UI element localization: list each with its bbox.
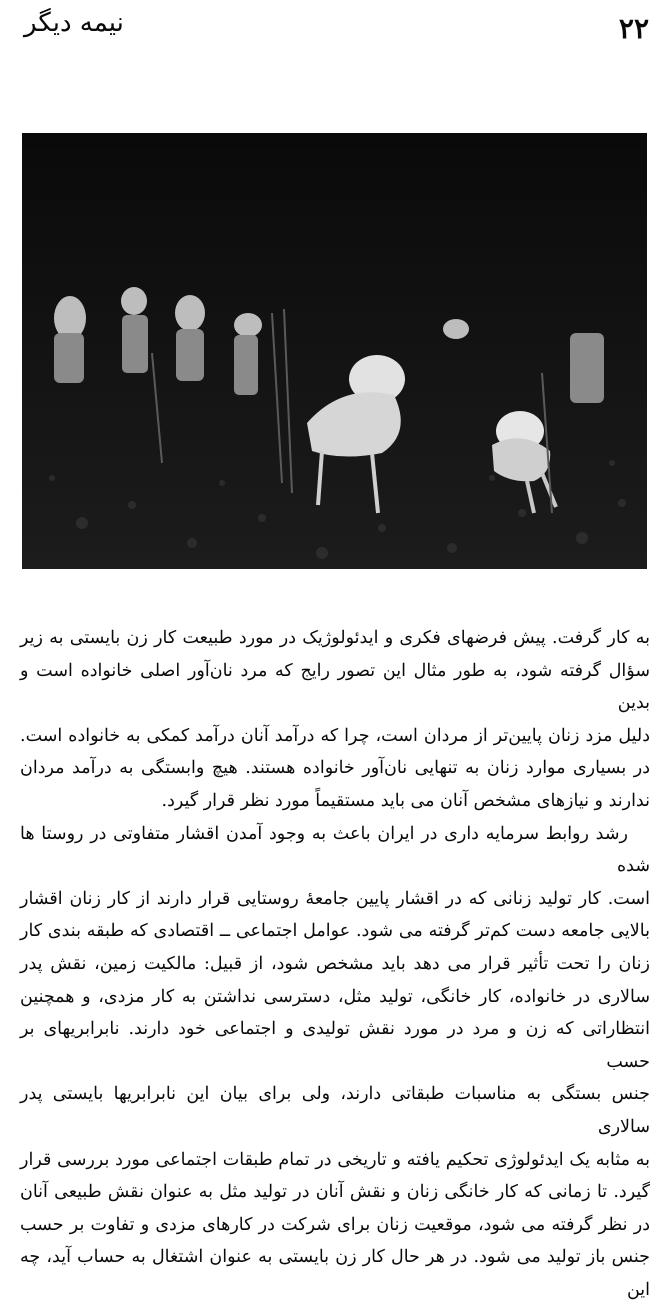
text-line: است. کار تولید زنانی که در اقشار پایین جامعهٔ روستایی قرار دارند از کار زنان اقشار — [20, 888, 650, 909]
text-line: به کار گرفت. پیش فرضهای فکری و ایدئولوژیک در مورد طبیعت کار زن بایستی به زیر — [20, 628, 650, 648]
text-line: رشد روابط سرمایه داری در ایران باعث به وجود آمدن اقشار متفاوتی در روستا ها شده — [20, 823, 650, 877]
text-line: جنس بستگی به مناسبات طبقاتی دارند، ولی برای بیان این نابرابریها بایستی پدر سالاری — [20, 1084, 650, 1137]
text-line: انتظاراتی که زن و مرد در مورد نقش تولیدی و اجتماعی خود دارند. نابرابریهای بر حسب — [20, 1019, 650, 1072]
text-line: ندارند و نیازهای مشخص آنان می باید مستقیماً مورد نظر قرار گیرد. — [161, 790, 650, 811]
text-line: دلیل مزد زنان پایین‌تر از مردان است، چرا که درآمد آنان درآمد کمکی به خانواده است. — [20, 725, 650, 746]
photo-illustration — [22, 133, 647, 569]
text-line: در بسیاری موارد زنان به تنهایی نان‌آور خانواده هستند. هیچ وابستگی به درآمد مردان — [20, 758, 650, 779]
text-line: در نظر گرفته می شود، موقعیت زنان برای شرکت در کارهای مزدی و تفاوت بر حسب — [20, 1214, 650, 1235]
text-line: به مثابه یک ایدئولوژی تحکیم یافته و تاریخی در تمام طبقات اجتماعی مورد بررسی قرار — [20, 1149, 650, 1170]
page-header — [0, 0, 671, 60]
body-text — [20, 622, 650, 1306]
text-line: گیرد. تا زمانی که کار خانگی زنان و نقش آنان در تولید مثل به عنوان نقش طبیعی آنان — [20, 1182, 650, 1203]
text-line: سالاری در خانواده، کار خانگی، تولید مثل، دسترسی نداشتن به کار مزدی، و همچنین — [20, 986, 650, 1007]
text-line: سؤال گرفته شود، به طور مثال این تصور رایج که مرد نان‌آور اصلی خانواده است و بدین — [20, 660, 650, 714]
running-title: نیمه دیگر — [24, 8, 124, 38]
page-number: ۲۲ — [618, 12, 649, 45]
text-line: زنان را تحت تأثیر قرار می دهد باید مشخص شود، از قبیل: مالکیت زمین، نقش پدر — [20, 953, 650, 974]
field-workers-photo — [22, 133, 647, 569]
text-line: جنس باز تولید می شود. در هر حال کار زن بایستی به عنوان اشتغال به حساب آید، چه این — [20, 1247, 650, 1300]
text-line: بالایی جامعه دست کم‌تر گرفته می شود. عوامل اجتماعی ــ اقتصادی که طبقه بندی کار — [20, 921, 650, 942]
